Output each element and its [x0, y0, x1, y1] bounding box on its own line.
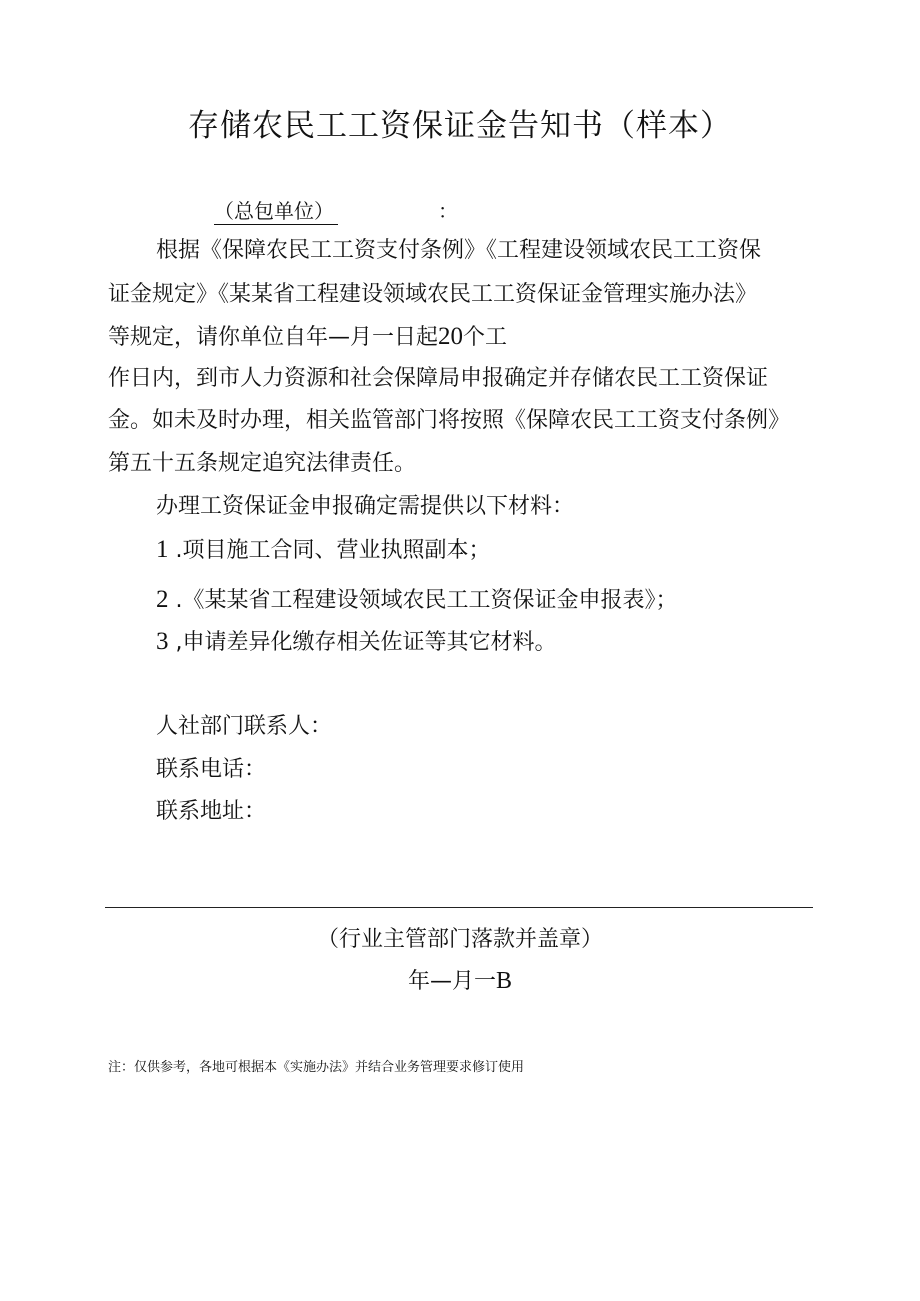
addressee-colon: ： [438, 199, 458, 223]
material-item-separator: . [168, 538, 183, 563]
material-item-text: 申请差异化缴存相关佐证等其它材料。 [182, 630, 557, 655]
body-line-6: 第五十五条规定追究法律责任。 [108, 451, 417, 476]
addressee-label: （总包单位） [214, 195, 338, 225]
document-title: 存储农民工工资保证金告知书（样本） [188, 108, 732, 144]
contact-phone: 联系电话： [156, 757, 267, 782]
stamp-line: （行业主管部门落款并盖章） [316, 927, 603, 952]
body-line-3 [108, 322, 507, 353]
material-item-3 [156, 627, 557, 658]
material-item-number: 1 [156, 536, 169, 563]
material-item-number: 3 [156, 628, 169, 655]
contact-person: 人社部门联系人： [156, 714, 333, 739]
workday-count: 20 [438, 323, 464, 350]
body-line-5: 金。如未及时办理，相关监管部门将按照《保障农民工工资支付条例》 [108, 408, 791, 433]
divider-line [105, 907, 813, 908]
body-line-3-prefix: 等规定，请你单位自年—月一日起 [108, 325, 439, 350]
body-line-1: 根据《保障农民工工资支付条例》《工程建设领域农民工工资保 [156, 238, 762, 263]
material-item-text: 项目施工合同、营业执照副本； [182, 538, 491, 563]
body-line-3-suffix: 个工 [463, 325, 508, 350]
material-item-1 [156, 535, 491, 566]
addressee-line [214, 195, 458, 225]
material-item-separator: . [168, 588, 183, 613]
date-line [0, 964, 920, 995]
material-item-separator: , [168, 630, 183, 655]
material-item-2 [156, 585, 678, 616]
material-item-text: 《某某省工程建设领域农民工工资保证金申报表》； [182, 588, 678, 613]
footnote: 注：仅供参考，各地可根据本《实施办法》并结合业务管理要求修订使用 [108, 1060, 525, 1075]
contact-address: 联系地址： [156, 799, 267, 824]
date-suffix: B [496, 968, 513, 994]
material-item-number: 2 [156, 586, 169, 613]
body-line-2: 证金规定》《某某省工程建设领域农民工工资保证金管理实施办法》 [108, 282, 758, 307]
date-prefix: 年—月一 [407, 969, 496, 994]
body-line-4: 作日内，到市人力资源和社会保障局申报确定并存储农民工工资保证 [108, 366, 769, 391]
materials-intro: 办理工资保证金申报确定需提供以下材料： [156, 494, 575, 519]
